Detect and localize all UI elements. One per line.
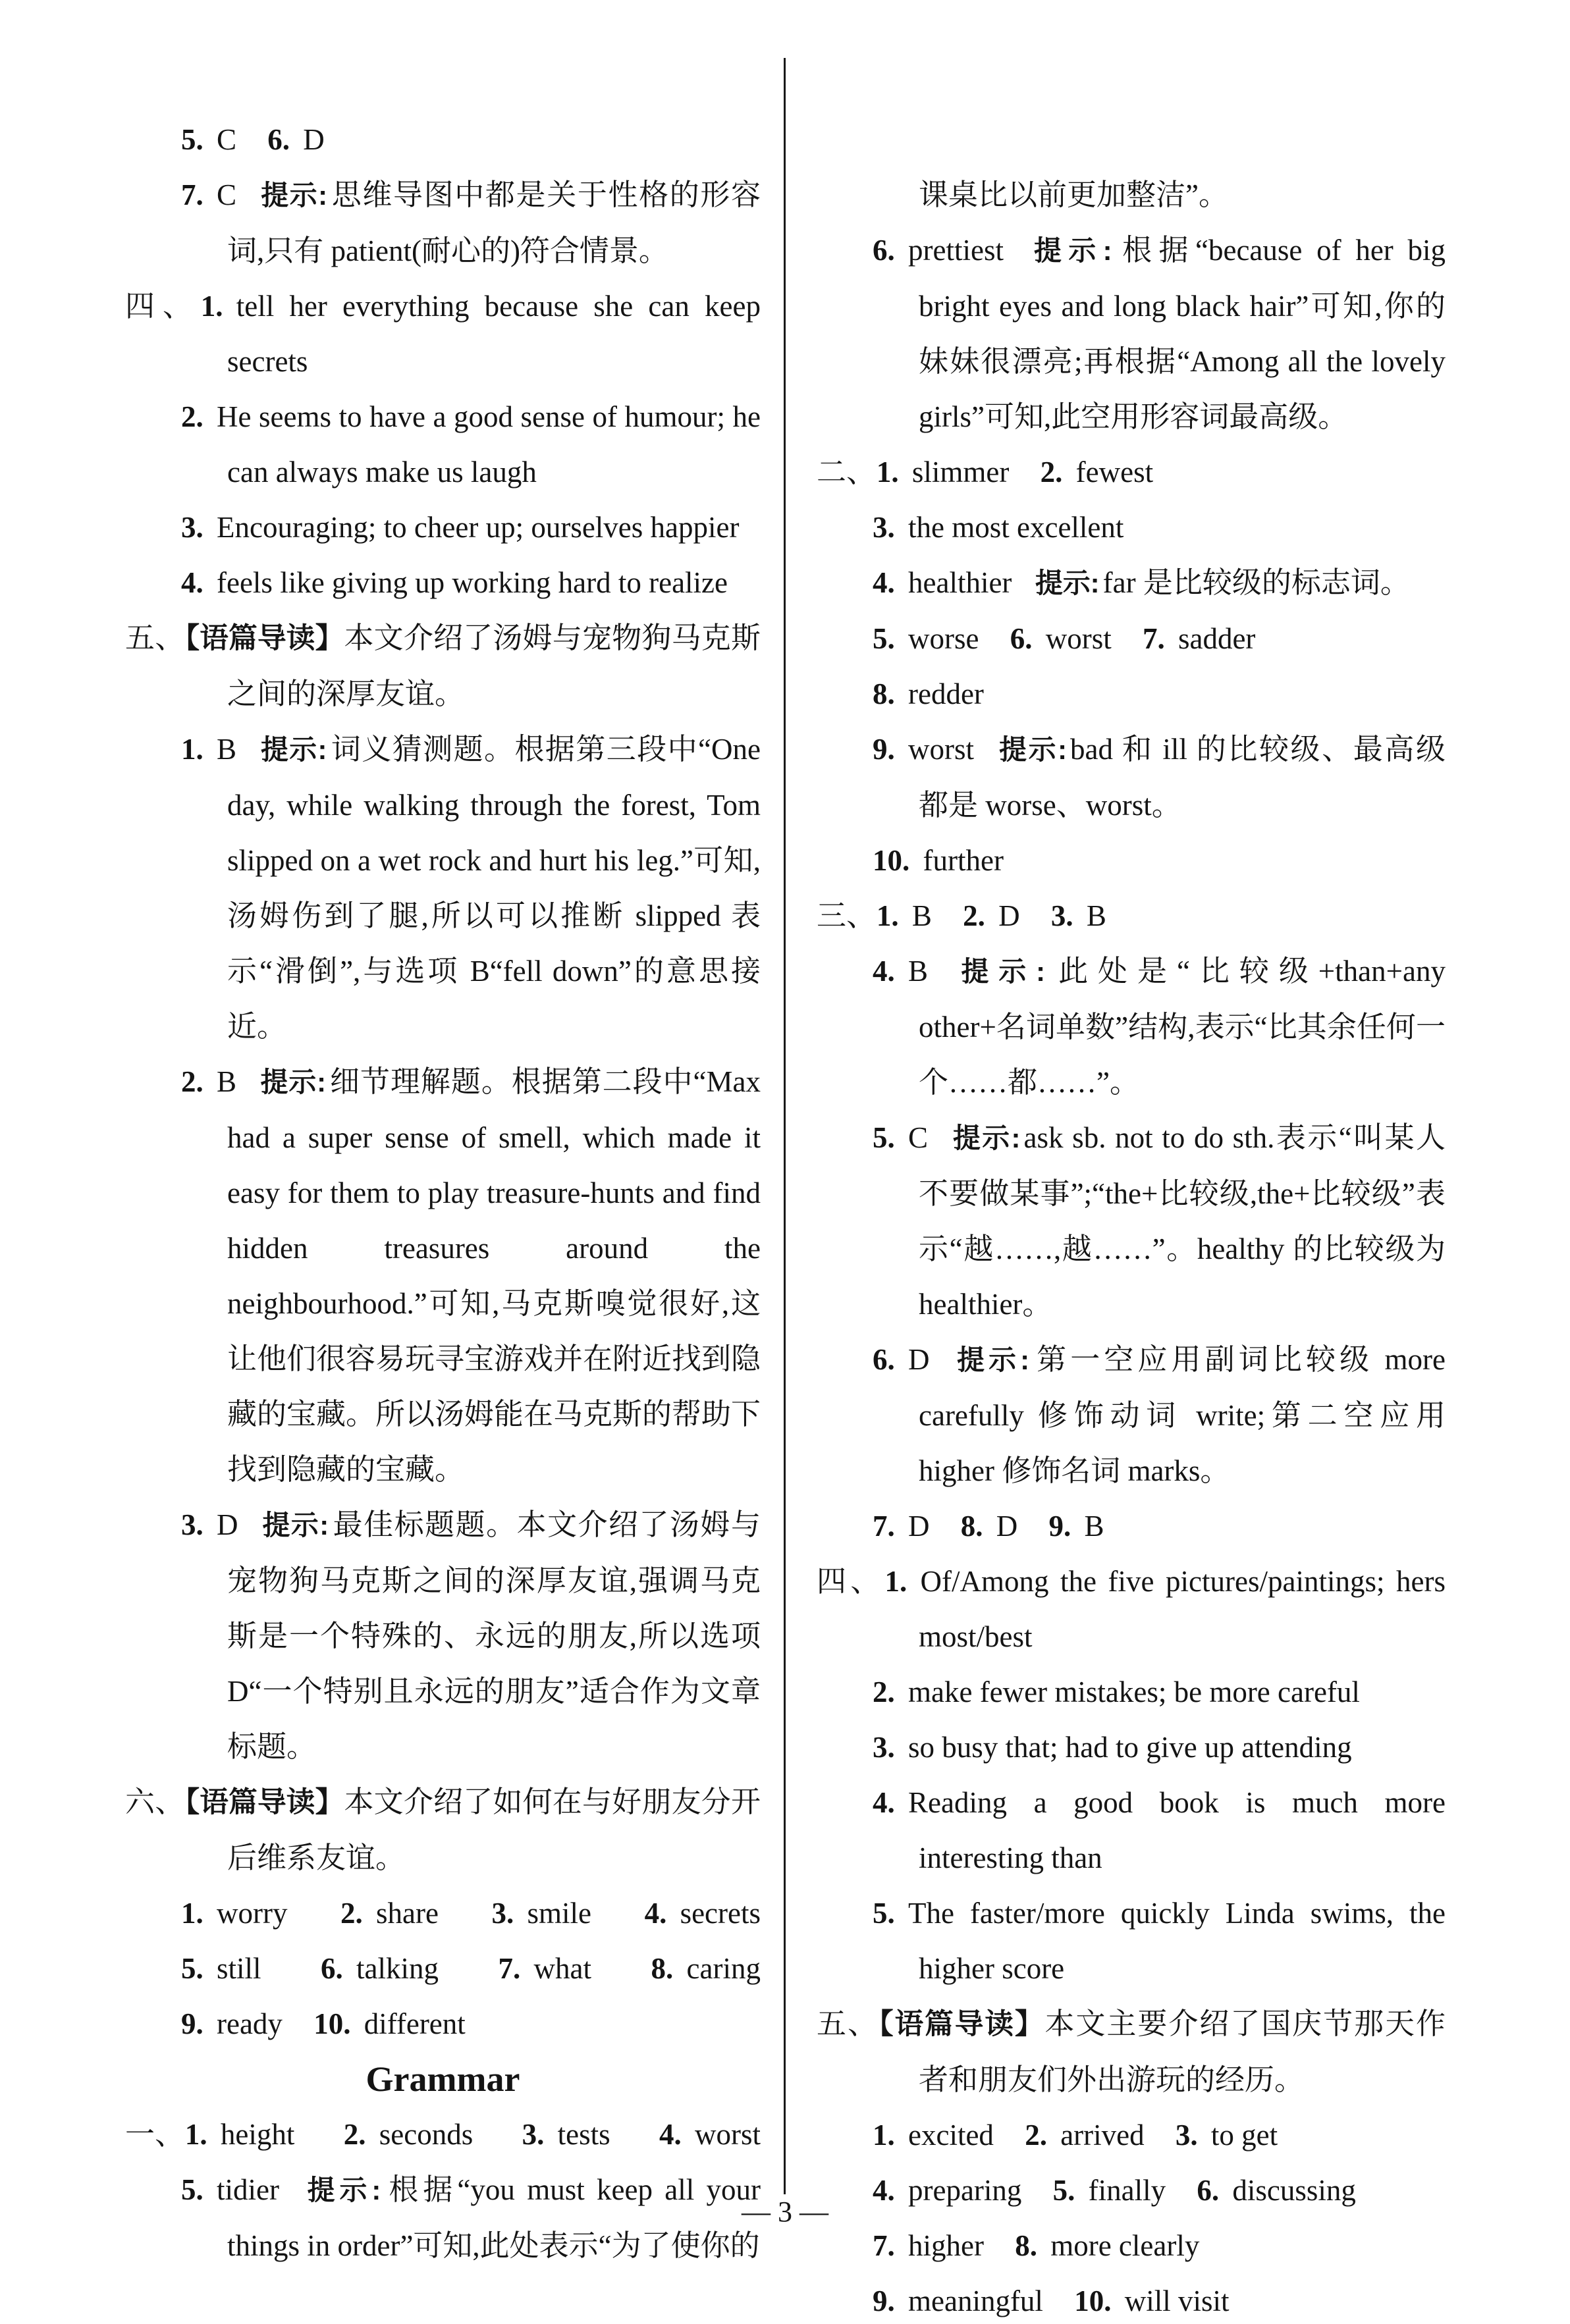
answer-text: B bbox=[911, 899, 932, 932]
hint-label: 提示: bbox=[261, 1510, 329, 1541]
answer-text: D bbox=[996, 1510, 1018, 1543]
answer-number: 3. bbox=[181, 511, 203, 544]
answer-line bbox=[125, 722, 761, 1054]
answer-number: 2. bbox=[963, 899, 985, 932]
answer-line bbox=[817, 1775, 1446, 1886]
answer-number: 9. bbox=[873, 733, 895, 766]
answer-number: 5. bbox=[873, 622, 895, 655]
answer-number: 1. bbox=[184, 2118, 207, 2151]
answer-text: D bbox=[998, 899, 1020, 932]
answer-item bbox=[645, 1886, 761, 1941]
answer-number: 1. bbox=[876, 899, 899, 932]
answer-text: Of/Among the five pictures/paintings; hers most/best bbox=[919, 1565, 1446, 1653]
answer-text: B bbox=[908, 955, 929, 988]
section-marker: 二、 bbox=[817, 456, 877, 489]
answer-number: 4. bbox=[873, 1786, 895, 1819]
answer-line bbox=[125, 1054, 761, 1497]
answer-line bbox=[181, 1886, 761, 1941]
answer-number: 5. bbox=[1052, 2174, 1075, 2207]
answer-text: arrived bbox=[1060, 2119, 1145, 2152]
answer-text: 此处是“比较级+than+any other+名词单数”结构,表示“比其余任何一个……都……”。 bbox=[919, 955, 1446, 1099]
answer-line bbox=[125, 2107, 761, 2162]
answer-number: 4. bbox=[659, 2118, 682, 2151]
answer-number: 1. bbox=[873, 2119, 895, 2152]
hint-label: 提示: bbox=[302, 2175, 381, 2205]
answer-text: ask sb. not to do sth.表示“叫某人不要做某事”;“the+比较级,the+比较级”表示“越……,越……”。healthy 的比较级为 healthier。 bbox=[919, 1121, 1446, 1321]
answer-line bbox=[817, 223, 1446, 444]
answer-text: Grammar bbox=[365, 2059, 520, 2099]
answer-number: 2. bbox=[1040, 456, 1063, 489]
answer-line bbox=[125, 389, 761, 500]
section-marker: 三、 bbox=[817, 899, 877, 932]
answer-text: further bbox=[923, 844, 1004, 877]
answer-line bbox=[817, 888, 1446, 943]
answer-text: height bbox=[220, 2118, 295, 2151]
answer-number: 3. bbox=[873, 1731, 895, 1764]
answer-number: 2. bbox=[873, 1676, 895, 1708]
answer-item bbox=[340, 1886, 439, 1941]
answer-number: 2. bbox=[181, 1065, 203, 1098]
answer-text: tidier bbox=[217, 2173, 279, 2206]
answer-number: 5. bbox=[181, 123, 203, 156]
answer-number: 8. bbox=[873, 677, 895, 710]
answer-line bbox=[817, 1886, 1446, 1996]
answer-text: finally bbox=[1088, 2174, 1166, 2207]
answer-number: 6. bbox=[267, 123, 290, 156]
answer-line bbox=[125, 112, 761, 167]
answer-number: 1. bbox=[200, 290, 223, 323]
answer-number: 4. bbox=[873, 566, 895, 599]
answer-line bbox=[817, 167, 1446, 223]
answer-line bbox=[125, 1774, 761, 1886]
passage-guide-tag: 【语篇导读】 bbox=[185, 622, 344, 654]
answer-number: 5. bbox=[181, 1952, 203, 1985]
answer-text: caring bbox=[686, 1952, 761, 1985]
section-marker: 四、 bbox=[817, 1565, 884, 1598]
answer-text: 课桌比以前更加整洁”。 bbox=[919, 178, 1228, 211]
answer-line bbox=[125, 610, 761, 722]
answer-line bbox=[817, 2107, 1446, 2163]
answer-number: 7. bbox=[181, 178, 203, 211]
answer-text: prettiest bbox=[908, 234, 1004, 267]
answer-text: 思维导图中都是关于性格的形容词,只有 patient(耐心的)符合情景。 bbox=[227, 178, 761, 267]
answer-line bbox=[125, 1996, 761, 2051]
answer-text: far 是比较级的标志词。 bbox=[1102, 566, 1410, 599]
answer-number: 3. bbox=[181, 1508, 203, 1541]
hint-label: 提示: bbox=[1035, 568, 1100, 598]
answer-number: 7. bbox=[1142, 622, 1165, 655]
answer-number: 10. bbox=[313, 2007, 351, 2040]
answer-number: 9. bbox=[181, 2007, 203, 2040]
answer-line bbox=[817, 1720, 1446, 1775]
answer-text: fewest bbox=[1075, 456, 1154, 489]
answer-number: 2. bbox=[343, 2118, 366, 2151]
grammar-heading bbox=[125, 2051, 761, 2107]
answer-text: worry bbox=[217, 1897, 288, 1930]
answer-text: seconds bbox=[379, 2118, 474, 2151]
answer-text: worst bbox=[694, 2118, 761, 2151]
answer-number: 4. bbox=[873, 955, 895, 988]
right-column bbox=[817, 167, 1446, 2324]
answer-line bbox=[817, 833, 1446, 888]
answer-line bbox=[817, 1110, 1446, 1332]
answer-line bbox=[817, 2218, 1446, 2273]
answer-text: to get bbox=[1210, 2119, 1278, 2152]
answer-text: 第一空应用副词比较级 more carefully 修饰动词 write;第二空应用 higher 修饰名词 marks。 bbox=[919, 1343, 1446, 1487]
answer-number: 1. bbox=[876, 456, 899, 489]
answer-text: higher bbox=[908, 2229, 984, 2262]
page-number: — 3 — bbox=[742, 2196, 828, 2228]
hint-label: 提示: bbox=[997, 734, 1068, 765]
answer-line bbox=[817, 2163, 1446, 2218]
answer-line bbox=[125, 500, 761, 555]
answer-number: 4. bbox=[873, 2174, 895, 2207]
answer-line bbox=[817, 1996, 1446, 2107]
answer-text: tell her everything because she can keep secrets bbox=[227, 290, 761, 378]
answer-text: B bbox=[217, 733, 237, 766]
answer-item bbox=[344, 2107, 473, 2162]
answer-number: 2. bbox=[181, 400, 203, 433]
answer-item bbox=[651, 1941, 761, 1996]
left-column bbox=[125, 112, 761, 2273]
hint-label: 提示: bbox=[259, 1067, 327, 1097]
answer-item bbox=[181, 1886, 287, 1941]
answer-number: 2. bbox=[1025, 2119, 1047, 2152]
answer-line bbox=[817, 2273, 1446, 2324]
answer-number: 10. bbox=[873, 844, 910, 877]
answer-text: ready bbox=[217, 2007, 283, 2040]
answer-text: 本文介绍了如何在与好朋友分开后维系友谊。 bbox=[227, 1785, 761, 1874]
hint-label: 提示: bbox=[1027, 235, 1112, 266]
answer-text: Encouraging; to cheer up; ourselves happier bbox=[217, 511, 740, 544]
answer-text: C bbox=[217, 178, 237, 211]
answer-line bbox=[817, 722, 1446, 833]
answer-text: 词义猜测题。根据第三段中“One day, while walking through the forest, Tom slipped on a wet rock and hurt his leg.”可知,汤姆伤到了腿,所以可以推断 slipped 表示“滑倒”,与选项 B“fell down”的意思接近。 bbox=[227, 733, 761, 1043]
answer-text: what bbox=[533, 1952, 592, 1985]
answer-text: tests bbox=[557, 2118, 610, 2151]
answer-number: 7. bbox=[873, 1510, 895, 1543]
passage-guide-tag: 【语篇导读】 bbox=[879, 2008, 1045, 2040]
answer-text: 本文介绍了汤姆与宠物狗马克斯之间的深厚友谊。 bbox=[227, 621, 761, 710]
answer-text: The faster/more quickly Linda swims, the higher score bbox=[908, 1897, 1446, 1985]
answer-text: 根据“because of her big bright eyes and long black hair”可知,你的妹妹很漂亮;再根据“Among all the lovely girls”可知,此空用形容词最高级。 bbox=[919, 234, 1446, 433]
answer-line bbox=[817, 611, 1446, 666]
answer-line bbox=[817, 943, 1446, 1110]
answer-number: 3. bbox=[1050, 899, 1073, 932]
answer-text: more clearly bbox=[1050, 2229, 1200, 2262]
answer-number: 8. bbox=[651, 1952, 674, 1985]
answer-text: B bbox=[1084, 1510, 1104, 1543]
answer-text: the most excellent bbox=[908, 511, 1124, 544]
answer-text: preparing bbox=[908, 2174, 1022, 2207]
answer-number: 7. bbox=[498, 1952, 521, 1985]
answer-number: 6. bbox=[873, 1343, 895, 1376]
passage-guide-tag: 【语篇导读】 bbox=[185, 1786, 344, 1818]
answer-line bbox=[125, 555, 761, 610]
answer-text: make fewer mistakes; be more careful bbox=[908, 1676, 1360, 1708]
answer-text: C bbox=[217, 123, 237, 156]
answer-text: D bbox=[908, 1343, 930, 1376]
answer-text: bad 和 ill 的比较级、最高级都是 worse、worst。 bbox=[919, 733, 1446, 822]
answer-number: 9. bbox=[1048, 1510, 1071, 1543]
answer-text: 本文主要介绍了国庆节那天作者和朋友们外出游玩的经历。 bbox=[919, 2007, 1446, 2096]
answer-text: smile bbox=[527, 1897, 592, 1930]
answer-number: 6. bbox=[1197, 2174, 1220, 2207]
answer-text: worse bbox=[908, 622, 979, 655]
answer-number: 5. bbox=[873, 1897, 895, 1930]
answer-number: 3. bbox=[873, 511, 895, 544]
answer-number: 6. bbox=[321, 1952, 343, 1985]
answer-text: D bbox=[217, 1508, 238, 1541]
answer-text: excited bbox=[908, 2119, 994, 2152]
hint-label: 提示: bbox=[259, 734, 327, 765]
answer-number: 1. bbox=[884, 1565, 907, 1598]
answer-line bbox=[817, 1664, 1446, 1720]
answer-text: D bbox=[908, 1510, 930, 1543]
column-divider-rule bbox=[784, 58, 786, 2194]
hint-label: 提示: bbox=[951, 1122, 1021, 1153]
answer-line bbox=[817, 500, 1446, 555]
answer-text: He seems to have a good sense of humour; he can always make us laugh bbox=[217, 400, 761, 489]
answer-item bbox=[522, 2107, 610, 2162]
answer-number: 8. bbox=[1015, 2229, 1037, 2262]
answer-text: different bbox=[364, 2007, 466, 2040]
answer-text: will visit bbox=[1124, 2284, 1230, 2317]
answer-text: B bbox=[1086, 899, 1106, 932]
answer-text: 细节理解题。根据第二段中“Max had a super sense of smell, which made it easy for them to play treasure-hunts and find hidden treasures around the neighbourhood.”可知,马克斯嗅觉很好,这让他们很容易玩寻宝游戏并在附近找到隐藏的宝藏。所以汤姆能在马克斯的帮助下找到隐藏的宝藏。 bbox=[227, 1065, 761, 1486]
answer-number: 6. bbox=[873, 234, 895, 267]
answer-text: redder bbox=[908, 677, 984, 710]
section-marker: 六、 bbox=[125, 1785, 185, 1818]
answer-line bbox=[125, 167, 761, 278]
hint-label: 提示: bbox=[953, 1344, 1029, 1375]
answer-text: D bbox=[303, 123, 325, 156]
answer-text: Reading a good book is much more interesting than bbox=[908, 1786, 1446, 1874]
answer-number: 3. bbox=[522, 2118, 545, 2151]
answer-text: slimmer bbox=[911, 456, 1010, 489]
answer-number: 2. bbox=[340, 1897, 363, 1930]
answer-text: worst bbox=[1045, 622, 1112, 655]
answer-line bbox=[817, 555, 1446, 611]
answer-number: 6. bbox=[1010, 622, 1033, 655]
answer-line bbox=[181, 1941, 761, 1996]
answer-item bbox=[492, 1886, 592, 1941]
answer-line bbox=[817, 666, 1446, 722]
hint-label: 提示: bbox=[259, 180, 328, 211]
answer-number: 1. bbox=[181, 733, 203, 766]
answer-line bbox=[125, 1497, 761, 1774]
answer-number: 3. bbox=[1175, 2119, 1198, 2152]
hint-label: 提示: bbox=[951, 956, 1046, 987]
answer-item bbox=[321, 1941, 439, 1996]
answer-text: share bbox=[376, 1897, 439, 1930]
answer-text: so busy that; had to give up attending bbox=[908, 1731, 1352, 1764]
answer-line bbox=[817, 1554, 1446, 1664]
answer-item bbox=[125, 2107, 294, 2162]
answer-text: secrets bbox=[680, 1897, 761, 1930]
answer-number: 7. bbox=[873, 2229, 895, 2262]
answer-number: 4. bbox=[644, 1897, 667, 1930]
answer-number: 4. bbox=[181, 566, 203, 599]
answer-text: C bbox=[908, 1121, 929, 1154]
answer-text: 最佳标题题。本文介绍了汤姆与宠物狗马克斯之间的深厚友谊,强调马克斯是一个特殊的、永远的朋友,所以选项 D“一个特别且永远的朋友”适合作为文章标题。 bbox=[227, 1508, 761, 1763]
answer-item bbox=[659, 2107, 761, 2162]
answer-line bbox=[817, 1332, 1446, 1498]
answer-text: sadder bbox=[1178, 622, 1256, 655]
answer-line bbox=[817, 1498, 1446, 1554]
section-marker: 四、 bbox=[125, 290, 200, 323]
answer-text: 根据“you must keep all your things in order”可知,此处表示“为了使你的 bbox=[227, 2173, 761, 2262]
section-marker: 五、 bbox=[125, 621, 185, 654]
answer-text: healthier bbox=[908, 566, 1012, 599]
answer-item bbox=[499, 1941, 591, 1996]
answer-text: talking bbox=[356, 1952, 439, 1985]
answer-number: 3. bbox=[491, 1897, 514, 1930]
answer-text: feels like giving up working hard to realize bbox=[217, 566, 728, 599]
answer-number: 5. bbox=[181, 2173, 203, 2206]
section-marker: 一、 bbox=[125, 2118, 185, 2151]
answer-text: meaningful bbox=[908, 2284, 1043, 2317]
answer-text: B bbox=[217, 1065, 237, 1098]
answer-number: 9. bbox=[873, 2284, 895, 2317]
section-marker: 五、 bbox=[817, 2007, 879, 2040]
answer-line bbox=[125, 278, 761, 389]
answer-item bbox=[181, 1941, 261, 1996]
answer-text: worst bbox=[908, 733, 974, 766]
answer-text: still bbox=[217, 1952, 261, 1985]
answer-line bbox=[125, 2162, 761, 2273]
answer-line bbox=[817, 444, 1446, 500]
answer-number: 1. bbox=[181, 1897, 203, 1930]
answer-number: 5. bbox=[873, 1121, 895, 1154]
answer-number: 8. bbox=[960, 1510, 983, 1543]
answer-number: 10. bbox=[1074, 2284, 1112, 2317]
answer-text: discussing bbox=[1232, 2174, 1356, 2207]
